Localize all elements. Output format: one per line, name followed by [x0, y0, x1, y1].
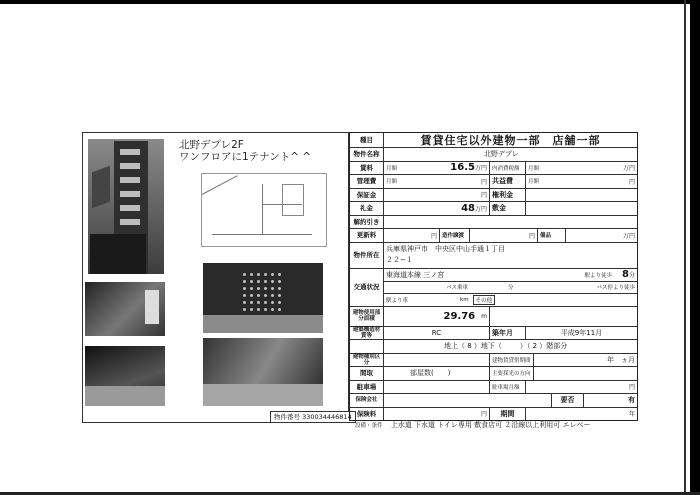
plan-wall-line — [202, 175, 238, 195]
facilities-label: 設備・条件 — [355, 423, 383, 429]
insurance-cell — [384, 394, 552, 407]
form-row-management — [350, 175, 637, 189]
parking-label: 駐車場 — [350, 381, 384, 394]
scan-edge-top — [0, 0, 700, 4]
built-label: 築年月 — [490, 327, 526, 340]
name-label: 物件名称 — [350, 148, 384, 161]
scan-edge-right — [690, 0, 700, 495]
bus-ride: バス乗車 — [446, 285, 469, 292]
line-station: 東海道本線 三ノ宮 — [386, 270, 445, 279]
consumption-tax-unit: 万円 — [622, 165, 635, 173]
form-row-amortization — [350, 216, 637, 230]
reikin-cell — [384, 202, 490, 215]
building-exterior-photo — [88, 139, 164, 274]
amortization-cell — [384, 216, 637, 229]
interior-photo-4 — [203, 338, 323, 406]
insurance-required-label: 要否 — [552, 394, 584, 407]
from-station: 駅より車 — [386, 297, 409, 304]
assignment-label: 造作譲渡 — [440, 229, 470, 242]
category-label: 建物種別区分 — [350, 354, 384, 367]
building-window — [120, 163, 140, 169]
form-row-insurance — [350, 394, 637, 408]
insurance-fee-cell — [384, 408, 490, 421]
common-fee-prefix: 月額 — [528, 179, 540, 186]
floors-cell — [384, 340, 637, 353]
form-row-renewal — [350, 229, 637, 243]
lease-term-unit: 年 ヵ月 — [607, 355, 635, 364]
common-fee-label: 共益費 — [490, 175, 526, 188]
reikin-unit: 万円 — [474, 205, 487, 213]
form-row-area — [350, 307, 637, 327]
transport-cell — [384, 269, 637, 306]
transport-bus-row — [384, 282, 637, 294]
rooms-cell — [384, 367, 490, 380]
parking-fee-label: 駐車場月額 — [490, 381, 526, 394]
area-value: 29.76 — [443, 310, 476, 322]
form-title: 賃貸住宅以外建物一部 店舗一部 — [420, 134, 601, 147]
building-window — [120, 205, 140, 211]
location-cell — [384, 243, 637, 268]
area-label: 建物使用部分面積 — [350, 307, 384, 326]
form-row-rent — [350, 162, 637, 176]
reikin-value: 48 — [461, 202, 475, 214]
plan-wall-line — [212, 234, 312, 235]
photo-sheet — [82, 132, 349, 423]
assignment-unit: 円 — [528, 232, 535, 240]
consumption-tax-label: 内消費税額 — [490, 162, 526, 175]
floors-part: ）（ 2 ）階部分 — [519, 342, 568, 351]
lease-term-label: 建物賃貸借期間 — [490, 354, 534, 367]
handwritten-note: 北野デプレ2F ワンフロアに1テナント^ ^ — [179, 139, 312, 163]
floors-above: 地上（ 8 ）地下（ — [444, 342, 502, 351]
parking-fee-unit: 円 — [628, 384, 635, 392]
period-unit: 年 — [628, 411, 635, 419]
insurance-required-value: 有 — [628, 396, 635, 405]
built-value: 平成9年11月 — [560, 328, 603, 337]
category-cell — [384, 354, 490, 367]
other-label: その他 — [473, 295, 496, 305]
form-row-parking — [350, 381, 637, 395]
interior-floor — [203, 315, 323, 333]
management-fee-prefix: 月額 — [386, 179, 398, 186]
insurance-fee-unit: 円 — [480, 411, 487, 419]
management-fee-label: 管理費 — [350, 175, 384, 188]
location-label: 物件所在 — [350, 243, 384, 268]
building-window — [120, 191, 140, 197]
area-extra-cell — [490, 307, 637, 326]
form-row-layout — [350, 367, 637, 381]
insurance-fee-label: 保険料 — [350, 408, 384, 421]
form-row-name — [350, 148, 637, 162]
form-row-type — [350, 133, 637, 148]
fixtures-cell — [566, 229, 637, 242]
period-label: 期間 — [490, 408, 526, 421]
key-money-label: 権利金 — [490, 189, 526, 202]
property-number-label: 物件番号 — [274, 413, 300, 421]
renewal-cell — [384, 229, 440, 242]
amortization-label: 解約引き — [350, 216, 384, 229]
building-window — [120, 177, 140, 183]
area-unit: m — [481, 312, 487, 320]
rent-value: 16.5 — [450, 162, 475, 174]
renewal-label: 更新料 — [350, 229, 384, 242]
key-money-cell — [526, 189, 637, 202]
interior-floor — [85, 386, 165, 406]
exposure-cell — [534, 367, 637, 380]
form-row-category — [350, 354, 637, 368]
facilities: 上水道 下水道 トイレ専用 敷食店可 ２沿線以上利用可 エレベー — [390, 421, 591, 429]
management-fee-unit: 円 — [480, 178, 487, 186]
type-label: 種目 — [350, 133, 384, 147]
guarantee-unit: 円 — [480, 192, 487, 200]
rooms: 部屋数( ) — [410, 369, 451, 378]
interior-door — [145, 290, 159, 324]
transport-label: 交通状況 — [350, 269, 384, 306]
consumption-tax-prefix: 月額 — [528, 165, 540, 172]
plan-wall-line — [262, 184, 263, 234]
form-row-transport — [350, 269, 637, 307]
building-window — [120, 149, 140, 155]
insurance-label: 保険会社 — [350, 394, 384, 407]
rent-label: 賃料 — [350, 162, 384, 175]
form-row-location — [350, 243, 637, 269]
property-number: 330034446814 — [302, 413, 352, 421]
walk-unit: 分 — [628, 272, 635, 280]
form-row-structure — [350, 327, 637, 341]
bus-stop-walk: バス停より徒歩 — [596, 285, 635, 292]
form-row-guarantee — [350, 189, 637, 203]
layout-label: 間取 — [350, 367, 384, 380]
guarantee-cell — [384, 189, 490, 202]
interior-photo-2 — [203, 263, 323, 333]
km-unit: km — [460, 296, 469, 303]
building-entrance — [90, 234, 146, 274]
exposure-label: 主要採光の方向 — [490, 367, 534, 380]
property-number-box — [270, 411, 356, 423]
consumption-tax-cell — [526, 162, 637, 175]
renewal-unit: 円 — [430, 232, 437, 240]
property-name: 北野デプレ — [484, 150, 519, 159]
rent-prefix: 月額 — [386, 165, 398, 172]
structure-value: RC — [384, 327, 490, 340]
parking-fee-cell — [526, 381, 637, 394]
location-line2: ２２−１ — [386, 256, 413, 264]
bus-minutes-unit: 分 — [508, 285, 514, 292]
building-window — [120, 219, 140, 225]
walk-prefix: 駅より徒歩 — [584, 272, 613, 279]
period-cell — [526, 408, 637, 421]
form-row-floors — [350, 340, 637, 354]
interior-photo-3 — [85, 346, 165, 406]
plan-room-box — [282, 184, 304, 216]
form-row-insurance-fee — [350, 408, 637, 421]
walk-value: 8 — [622, 269, 629, 281]
parking-cell — [384, 381, 490, 394]
interior-photo-1 — [85, 282, 165, 336]
shikikin-cell — [526, 202, 637, 215]
property-info-form — [349, 132, 638, 421]
floor-plan-sketch — [201, 173, 327, 247]
shikikin-label: 敷金 — [490, 202, 526, 215]
fixtures-label: 備品 — [538, 229, 566, 242]
transport-car-row — [384, 294, 637, 306]
rent-unit: 万円 — [474, 165, 487, 173]
area-cell — [384, 307, 490, 326]
assignment-cell — [470, 229, 538, 242]
facilities-line — [355, 420, 591, 430]
reikin-label: 礼金 — [350, 202, 384, 215]
common-fee-cell — [526, 175, 637, 188]
floors-label-blank — [350, 340, 384, 353]
transport-line-row — [384, 269, 637, 283]
interior-lit-panel — [241, 271, 281, 315]
form-row-reikin — [350, 202, 637, 216]
scan-edge-right-line — [684, 0, 686, 495]
common-fee-unit: 円 — [628, 178, 635, 186]
fixtures-unit: 万円 — [622, 232, 635, 240]
guarantee-label: 保証金 — [350, 189, 384, 202]
rent-cell — [384, 162, 490, 175]
structure-label: 建築構造材質等 — [350, 327, 384, 340]
building-sign — [92, 166, 110, 209]
management-fee-cell — [384, 175, 490, 188]
interior-floor — [203, 384, 323, 406]
location-line1: 兵庫県神戸市 中央区中山手通１丁目 — [386, 245, 505, 253]
